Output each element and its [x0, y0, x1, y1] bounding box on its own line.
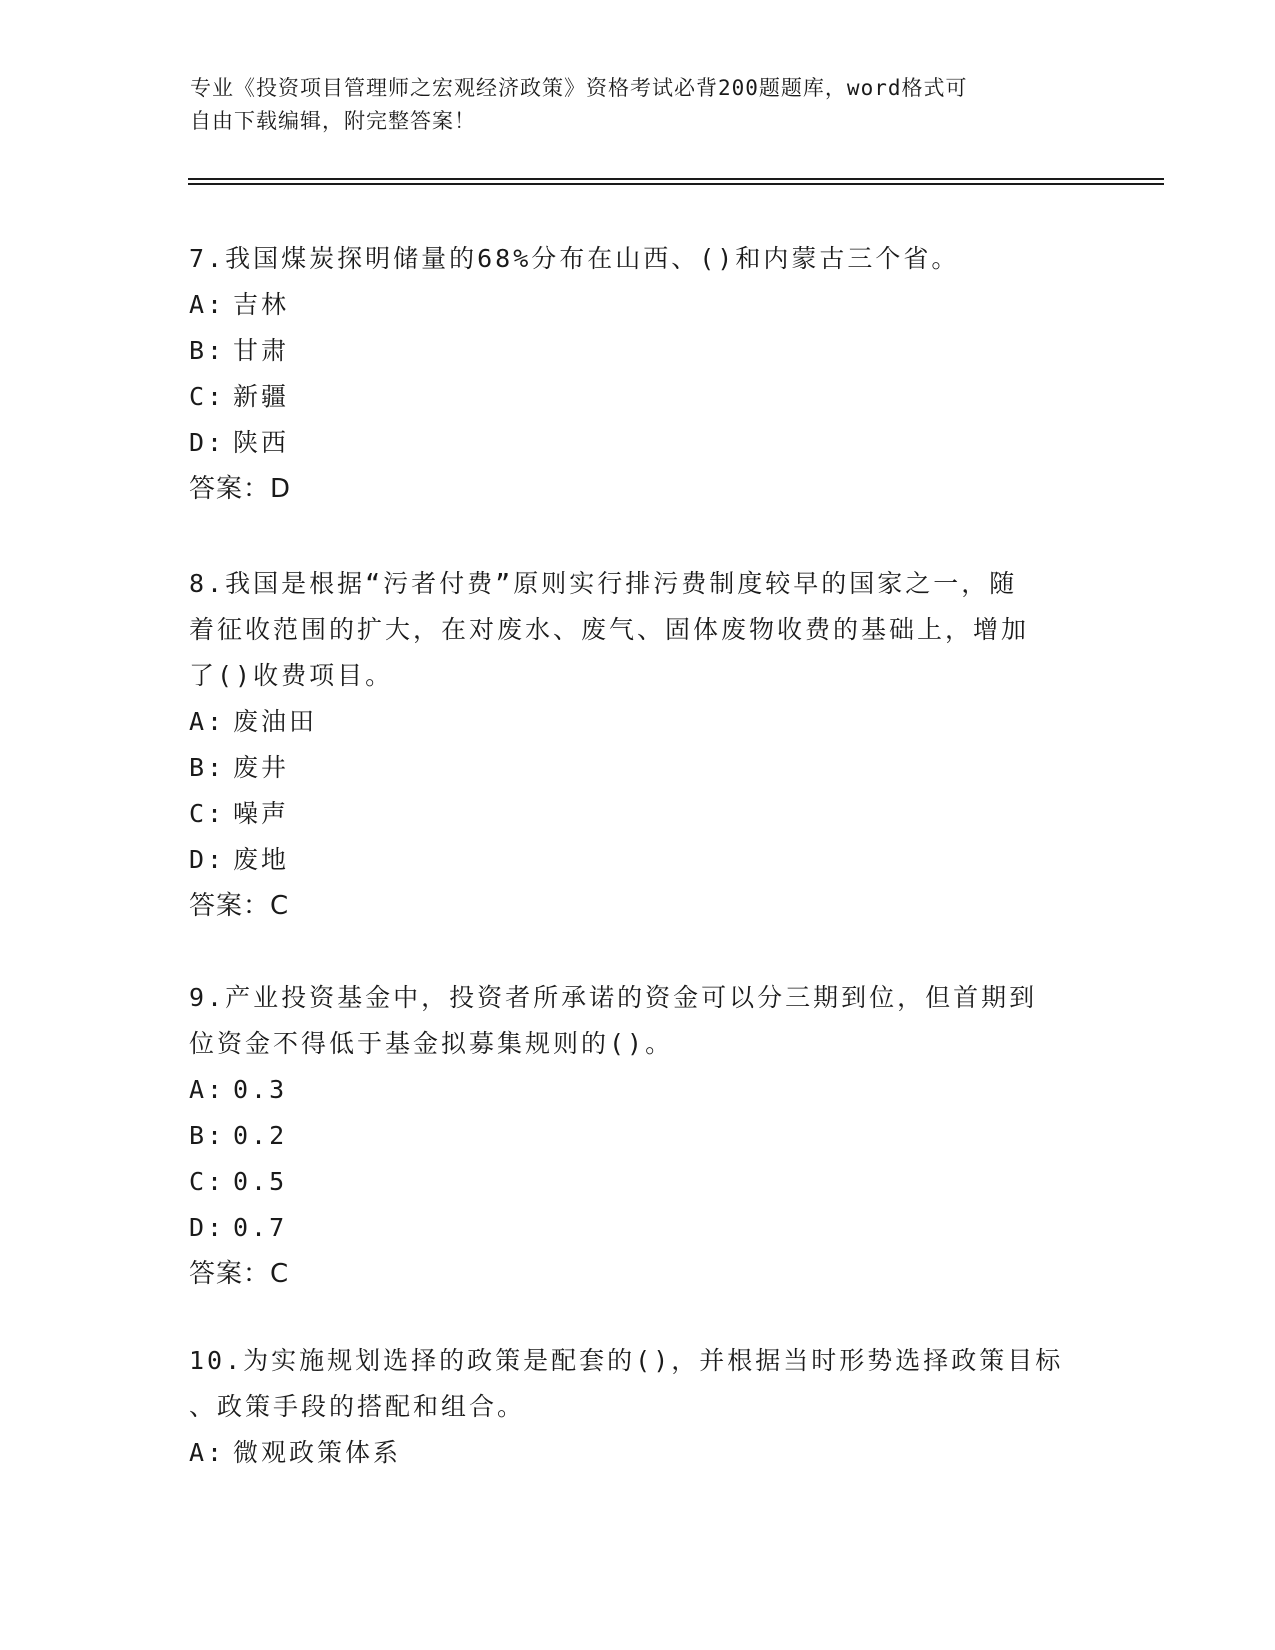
option-a: [189, 1067, 1089, 1113]
question-text: 7.我国煤炭探明储量的68%分布在山西、()和内蒙古三个省。: [189, 244, 960, 273]
option-text: 微观政策体系: [233, 1438, 402, 1467]
question-10: [189, 1338, 1089, 1476]
option-text: 新疆: [233, 382, 290, 411]
option-key: D:: [189, 1213, 226, 1242]
option-b: [189, 745, 1089, 791]
option-key: B:: [189, 1121, 226, 1150]
option-key: A:: [189, 1075, 226, 1104]
option-text: 吉林: [233, 290, 290, 319]
option-key: B:: [189, 336, 226, 365]
option-key: A:: [189, 1438, 226, 1467]
header-line-2: 自由下载编辑，附完整答案！: [190, 109, 476, 133]
question-7: [189, 236, 1089, 512]
option-c: [189, 1159, 1089, 1205]
answer-line: 答案：C: [189, 1259, 290, 1289]
question-text-line-1: 9.产业投资基金中，投资者所承诺的资金可以分三期到位，但首期到: [189, 983, 1038, 1012]
option-text: 噪声: [233, 799, 290, 828]
question-text-line-1: 10.为实施规划选择的政策是配套的()，并根据当时形势选择政策目标: [189, 1346, 1064, 1375]
answer-line: 答案：D: [189, 474, 292, 504]
option-a: [189, 282, 1089, 328]
option-text: 0.5: [233, 1167, 288, 1196]
option-text: 0.2: [233, 1121, 288, 1150]
answer-line: 答案：C: [189, 891, 290, 921]
option-a: [189, 699, 1089, 745]
document-header: [190, 72, 1090, 138]
option-key: C:: [189, 1167, 226, 1196]
question-text-line-1: 8.我国是根据“污者付费”原则实行排污费制度较早的国家之一，随: [189, 569, 1018, 598]
question-text-line-2: 位资金不得低于基金拟募集规则的()。: [189, 1029, 674, 1058]
option-a: [189, 1430, 1089, 1476]
option-key: C:: [189, 382, 226, 411]
option-d: [189, 1205, 1089, 1251]
option-key: D:: [189, 845, 226, 874]
header-line-1: 专业《投资项目管理师之宏观经济政策》资格考试必背200题题库，word格式可: [190, 76, 968, 100]
option-text: 废地: [233, 845, 290, 874]
question-text-line-3: 了()收费项目。: [189, 661, 394, 690]
question-text-line-2: 、政策手段的搭配和组合。: [189, 1392, 526, 1421]
option-key: D:: [189, 428, 226, 457]
option-key: C:: [189, 799, 226, 828]
option-key: B:: [189, 753, 226, 782]
option-b: [189, 328, 1089, 374]
option-c: [189, 791, 1089, 837]
option-b: [189, 1113, 1089, 1159]
question-8: [189, 561, 1089, 929]
option-text: 废井: [233, 753, 290, 782]
option-key: A:: [189, 290, 226, 319]
header-divider-top: [188, 178, 1164, 180]
option-d: [189, 837, 1089, 883]
option-text: 0.3: [233, 1075, 288, 1104]
option-key: A:: [189, 707, 226, 736]
option-text: 甘肃: [233, 336, 290, 365]
header-divider-bottom: [188, 183, 1164, 185]
question-text-line-2: 着征收范围的扩大，在对废水、废气、固体废物收费的基础上，增加: [189, 615, 1030, 644]
option-c: [189, 374, 1089, 420]
option-text: 陕西: [233, 428, 290, 457]
question-9: [189, 975, 1089, 1297]
option-text: 0.7: [233, 1213, 288, 1242]
option-text: 废油田: [233, 707, 318, 736]
option-d: [189, 420, 1089, 466]
